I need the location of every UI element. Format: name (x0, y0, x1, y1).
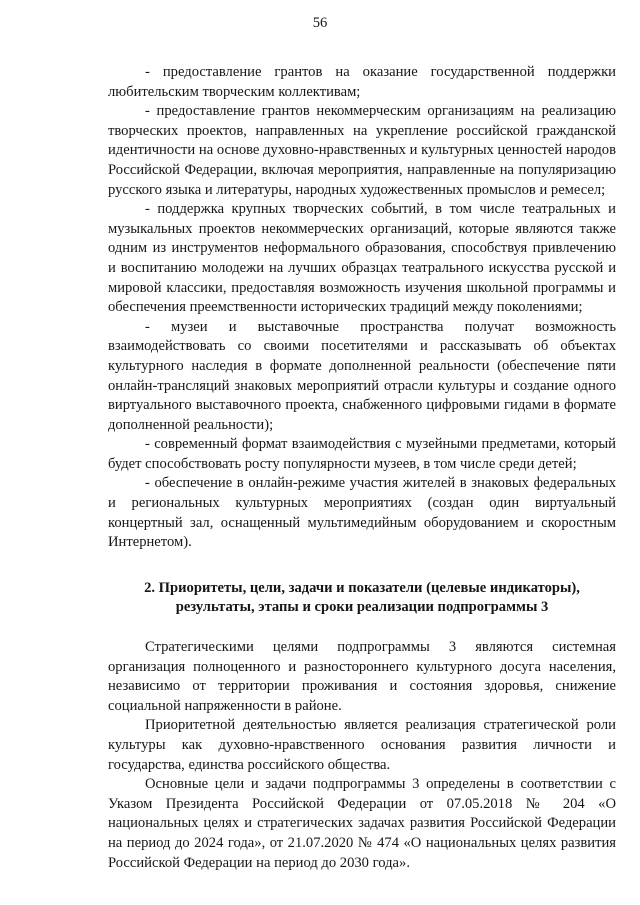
document-body (108, 63, 616, 873)
list-item-online-participation: - обеспечение в онлайн-режиме участия жителей в знаковых федеральных и региональных культурных мероприятиях (создан один виртуальный концертный зал, оснащенный мультимедийным оборудованием и скоростным Интернетом). (108, 475, 616, 551)
page-number: 56 (312, 15, 328, 31)
list-item-grants-amateur: - предоставление грантов на оказание государственной поддержки любительским творческим коллективам; (108, 64, 616, 100)
paragraph-priority-activity: Приоритетной деятельностью является реализация стратегической роли культуры как духовно-нравственного основания развития личности и государства, единства российского общества. (108, 717, 616, 773)
list-item-creative-events: - поддержка крупных творческих событий, в том числе театральных и музыкальных проектов некоммерческих организаций, которые являются также одним из инструментов неформального образования, способствуя привлечению и воспитанию молодежи на лучших образцах театрального искусства русской и мировой классики, предоставляя возможность изучения школьной программы и обеспечения преемственности исторических традиций между поколениями; (108, 201, 616, 316)
list-item-museums-ar: - музеи и выставочные пространства получат возможность взаимодействовать со своими посетителями и рассказывать об объектах культурного наследия в формате дополненной реальности (обеспечение пяти онлайн-трансляций знаковых мероприятий отрасли культуры и создание одного виртуального выставочного проекта, снабженного цифровыми гидами в формате дополненной реальности); (108, 318, 616, 433)
paragraph-strategic-goals: Стратегическими целями подпрограммы 3 являются системная организация полноценного и разностороннего культурного досуга населения, независимо от территории проживания и состояния здоровья, снижение социальной напряженности в районе. (108, 639, 616, 714)
paragraph-main-goals: Основные цели и задачи подпрограммы 3 определены в соответствии с Указом Президента Российской Федерации от 07.05.2018 № 204 «О национальных целях и стратегических задачах развития Российской Федерации на период до 2024 года», от 21.07.2020 № 474 «О национальных целях развития Российской Федерации на период до 2030 года». (108, 776, 616, 871)
section-heading: 2. Приоритеты, цели, задачи и показатели (целевые индикаторы), результаты, этапы и сроки реализации подпрограммы 3 (144, 579, 580, 616)
list-item-grants-nonprofit: - предоставление грантов некоммерческим организациям на реализацию творческих проектов, направленных на укрепление российской гражданской идентичности на основе духовно-нравственных и культурных ценностей народов Российской Федерации, включая мероприятия, направленные на популяризацию русского языка и литературы, народных художественных промыслов и ремесел; (108, 103, 616, 198)
list-item-modern-format: - современный формат взаимодействия с музейными предметами, который будет способствовать росту популярности музеев, в том числе среди детей; (108, 436, 616, 472)
